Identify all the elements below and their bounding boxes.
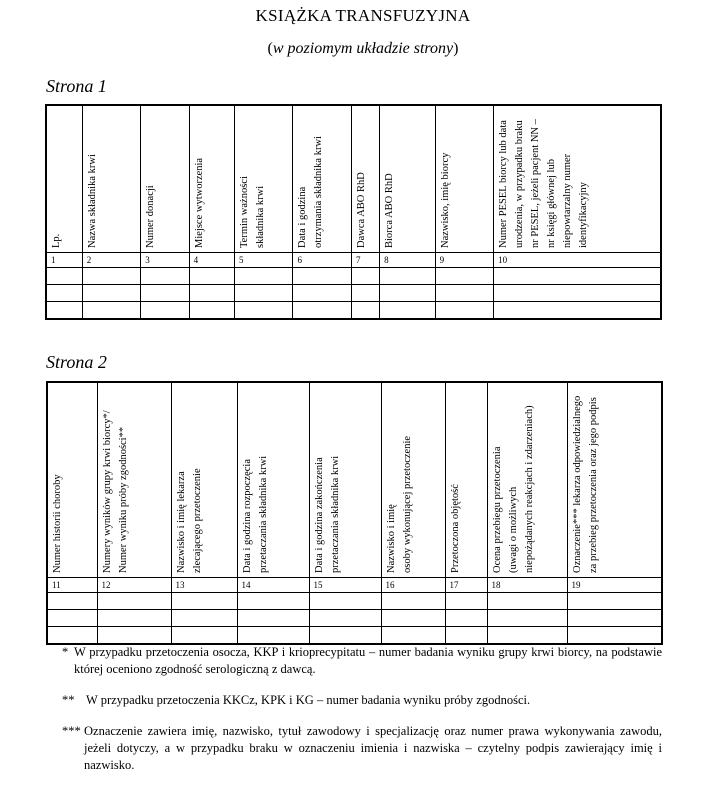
table-row — [47, 593, 662, 610]
column-header-line: przetaczania składnika krwi — [257, 455, 269, 573]
column-header-text — [438, 153, 454, 248]
column-header-text — [174, 468, 206, 573]
page1-table — [45, 104, 662, 320]
column-header-line: Data i godzina zakończenia — [313, 457, 325, 573]
column-header-line: Nazwa składnika krwi — [86, 154, 98, 248]
column-header-line: nr PESEL, jeżeli pacjent NN – — [530, 119, 542, 248]
column-number: 16 — [381, 578, 445, 593]
column-header — [381, 382, 445, 578]
column-header-line: niepowtarzalny numer — [562, 153, 574, 248]
column-number: 1 — [46, 253, 82, 268]
column-header-line: Ocena przebiegu przetoczenia — [491, 446, 503, 573]
column-number: 12 — [97, 578, 171, 593]
column-header — [141, 105, 189, 253]
column-header — [309, 382, 381, 578]
column-header — [487, 382, 567, 578]
column-header-line: Przetoczona objętość — [449, 484, 461, 573]
column-header-text — [85, 154, 101, 248]
column-number: 18 — [487, 578, 567, 593]
column-header-line: (uwagi o możliwych — [507, 486, 519, 573]
column-number: 15 — [309, 578, 381, 593]
column-header-line: niepożądanych reakcjach i zdarzeniach) — [523, 405, 535, 573]
column-number: 4 — [189, 253, 234, 268]
column-header-text — [382, 173, 398, 248]
column-header-text — [312, 456, 344, 573]
document-subtitle: (w poziomym układzie strony) — [267, 40, 459, 57]
column-header-line: Dawca ABO RhD — [355, 172, 367, 248]
column-number: 8 — [380, 253, 435, 268]
column-header — [567, 382, 662, 578]
column-header — [380, 105, 435, 253]
column-header-text — [50, 474, 66, 573]
column-number: 5 — [235, 253, 293, 268]
page2-table — [46, 381, 663, 645]
column-header-line: Termin ważności — [239, 176, 250, 248]
column-header-text — [100, 410, 132, 573]
column-header-text — [384, 436, 416, 573]
column-header-line: Numer historii choroby — [52, 474, 63, 573]
column-number: 6 — [293, 253, 351, 268]
column-header — [237, 382, 309, 578]
column-number: 13 — [171, 578, 237, 593]
column-number: 10 — [494, 253, 661, 268]
footnote-text: W przypadku przetoczenia osocza, KKP i krioprecypitatu – numer badania wyniku grupy krwi biorcy, na podstawie której oceniono zgodność serologiczną z dawcą. — [74, 645, 662, 676]
column-number: 19 — [567, 578, 662, 593]
column-header-line: Data i godzina — [297, 186, 309, 248]
column-header-line: otrzymania składnika krwi — [313, 136, 325, 248]
column-header-line: Numery wyników grupy krwi biorcy*/ — [101, 410, 113, 573]
column-header — [46, 105, 82, 253]
footnote-text: W przypadku przetoczenia KKCz, KPK i KG – numer badania wyniku próby zgodności. — [86, 693, 531, 707]
column-header-line: Oznaczenie*** lekarza odpowiedzialnego — [571, 395, 583, 573]
table-row — [46, 285, 661, 302]
column-header-line: urodzenia, w przypadku braku — [514, 120, 526, 248]
footnotes — [62, 644, 662, 774]
column-header-line: Data i godzina rozpoczęcia — [241, 459, 253, 573]
column-header — [171, 382, 237, 578]
footnote-mark: ** — [62, 693, 75, 707]
column-header-line: Nazwisko i imię — [385, 504, 397, 573]
column-number: 3 — [141, 253, 189, 268]
column-header-line: nr księgi głównej lub — [546, 159, 558, 248]
column-header-line: Numer donacji — [145, 185, 157, 248]
column-header-line: Biorca ABO RhD — [384, 173, 396, 248]
column-header-text — [448, 484, 464, 573]
table-row — [47, 627, 662, 644]
table-row — [47, 610, 662, 627]
column-header-line: przetaczania składnika krwi — [329, 455, 341, 573]
column-number: 9 — [435, 253, 493, 268]
column-number: 7 — [351, 253, 379, 268]
footnote-3 — [62, 723, 662, 774]
column-header-text — [570, 396, 602, 573]
column-header-line: identyfikacyjny — [578, 182, 590, 248]
column-header — [235, 105, 293, 253]
column-header-line: Nazwisko i imię lekarza — [175, 471, 187, 573]
column-header-text — [295, 136, 327, 248]
column-header-text — [490, 405, 538, 573]
column-header — [97, 382, 171, 578]
footnote-2 — [62, 692, 662, 709]
table-row — [46, 268, 661, 285]
column-number: 17 — [445, 578, 487, 593]
footnote-mark: *** — [62, 724, 81, 738]
column-header-text — [192, 158, 208, 248]
column-header-text — [143, 185, 159, 248]
column-header-line: osoby wykonującej przetoczenie — [401, 435, 413, 573]
column-header — [189, 105, 234, 253]
column-header — [82, 105, 140, 253]
table-row — [46, 302, 661, 319]
column-header-line: Lp. — [51, 233, 62, 248]
footnote-text: Oznaczenie zawiera imię, nazwisko, tytuł zawodowy i specjalizację oraz numer prawa wykonywania zawodu, jeżeli dotyczy, a w przypadku braku w oznaczeniu imienia i nazwiska – czytelny podpis zawierający imię i nazwisko. — [84, 724, 662, 772]
column-header — [47, 382, 97, 578]
column-header-line: Nazwisko, imię biorcy — [439, 152, 451, 248]
column-header — [293, 105, 351, 253]
column-header — [435, 105, 493, 253]
column-header-text — [496, 119, 592, 248]
column-header-line: Miejsce wytworzenia — [193, 157, 205, 248]
column-header-line: składnika krwi — [255, 185, 266, 248]
column-header-line: Numer PESEL biorcy lub data — [498, 120, 510, 248]
footnote-1 — [62, 644, 662, 678]
column-header-text — [49, 234, 65, 248]
page2-label: Strona 2 — [46, 352, 107, 372]
column-number: 14 — [237, 578, 309, 593]
column-header — [445, 382, 487, 578]
column-header-text — [237, 176, 269, 248]
column-header — [494, 105, 661, 253]
column-number: 11 — [47, 578, 97, 593]
column-header-line: Numer wyniku próby zgodności** — [117, 426, 129, 573]
footnote-mark: * — [62, 645, 69, 659]
document-title: KSIĄŻKA TRANSFUZYJNA — [255, 6, 471, 25]
column-header-line: zlecającego przetoczenie — [191, 468, 203, 573]
column-header-text — [354, 172, 370, 248]
column-header — [351, 105, 379, 253]
column-header-line: za przebieg przetoczenia oraz jego podpis — [587, 397, 599, 573]
column-number: 2 — [82, 253, 140, 268]
column-header-text — [240, 456, 272, 573]
page1-label: Strona 1 — [46, 76, 107, 96]
